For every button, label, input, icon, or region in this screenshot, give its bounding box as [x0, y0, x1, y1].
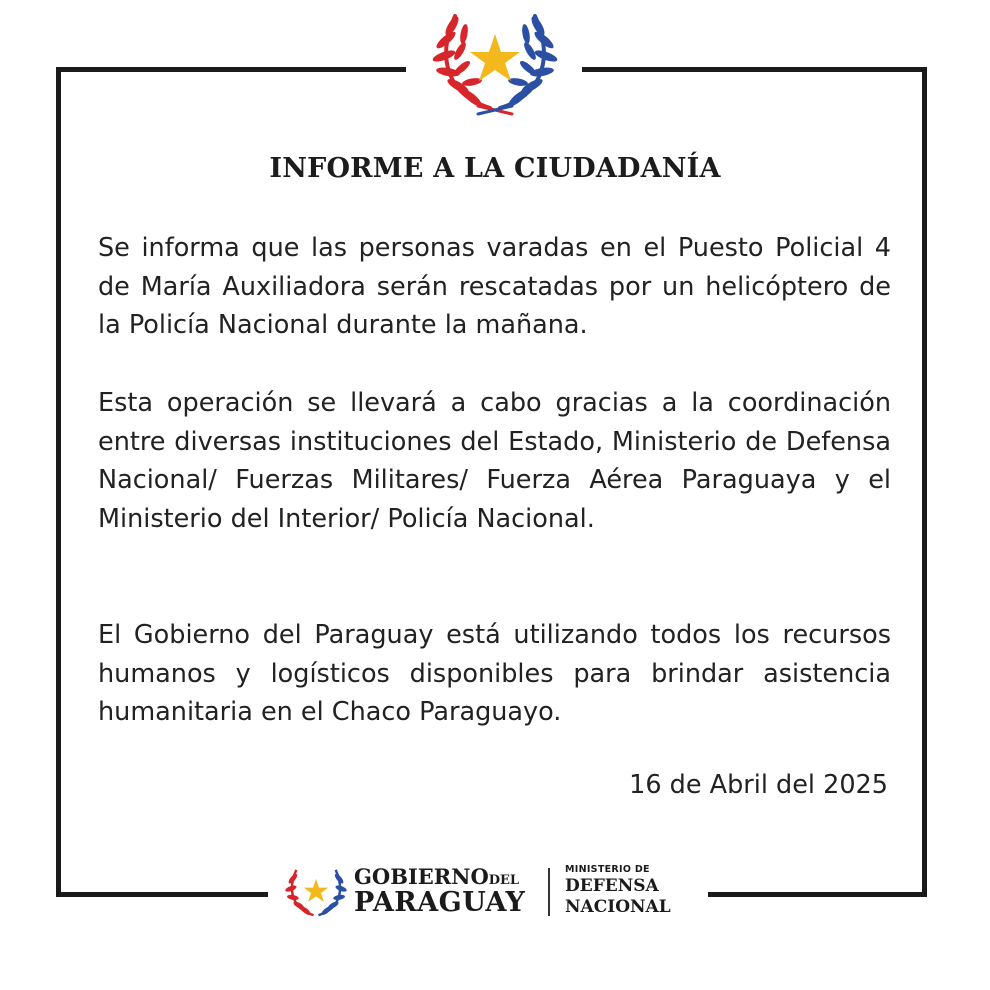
national-seal-small-icon	[284, 862, 348, 922]
document-date: 16 de Abril del 2025	[629, 770, 888, 800]
defensa-label: DEFENSA	[565, 876, 659, 896]
national-seal-icon	[430, 6, 560, 116]
gobierno-word: GOBIERNO	[354, 864, 489, 889]
gobierno-label	[354, 864, 519, 889]
footer-logos	[282, 858, 702, 924]
paragraph-coordination: Esta operación se llevará a cabo gracias a la coordinación entre diversas instituciones del Estado, Ministerio de Defensa Nacional/ Fuerzas Militares/ Fuerza Aérea Paraguaya y el Ministerio del Interior/ Policía Nacional.	[98, 388, 891, 534]
del-word: DEL	[488, 873, 520, 888]
frame-right	[922, 67, 927, 897]
paragraph-rescue: Se informa que las personas varadas en el Puesto Policial 4 de María Auxiliadora serán rescatadas por un helicóptero de la Policía Nacional durante la mañana.	[98, 233, 891, 340]
frame-bottom-right	[708, 892, 927, 897]
paraguay-label: PARAGUAY	[354, 887, 526, 918]
paragraph-government: El Gobierno del Paraguay está utilizando todos los recursos humanos y logísticos disponibles para brindar asistencia humanitaria en el Chaco Paraguayo.	[98, 620, 891, 727]
frame-bottom-left	[56, 892, 268, 897]
nacional-label: NACIONAL	[565, 897, 671, 917]
document-title: INFORME A LA CIUDADANÍA	[269, 153, 721, 184]
footer-divider	[548, 868, 550, 916]
frame-top-right	[582, 67, 927, 72]
ministerio-de-label: MINISTERIO DE	[565, 864, 650, 875]
frame-left	[56, 67, 61, 897]
frame-top-left	[56, 67, 406, 72]
